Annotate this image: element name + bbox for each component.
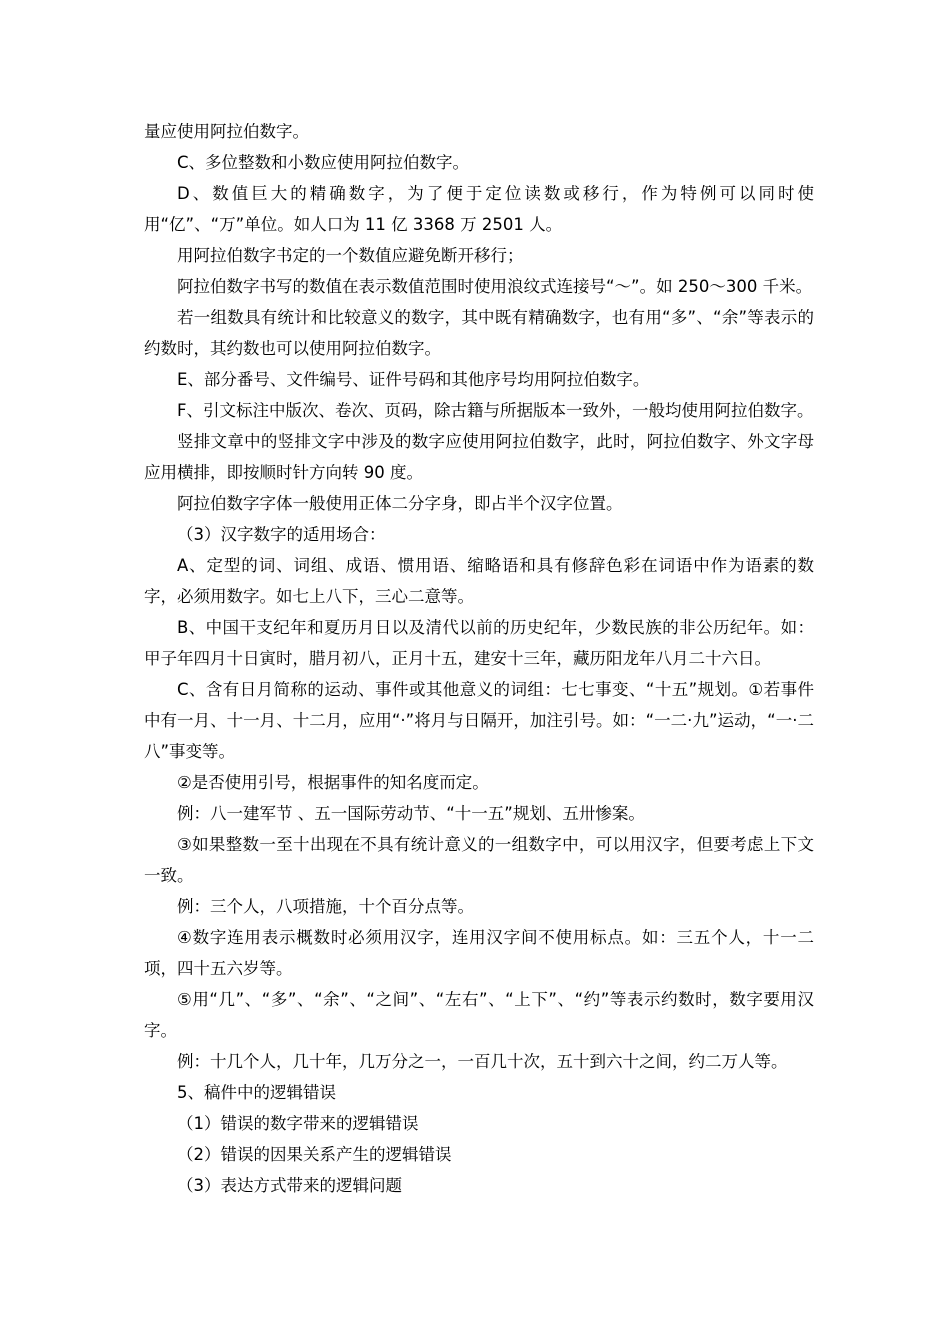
paragraph: A、定型的词、词组、成语、惯用语、缩略语和具有修辞色彩在词语中作为语素的数字，必须用数字。如七上八下，三心二意等。 (144, 556, 814, 606)
paragraph: 竖排文章中的竖排文字中涉及的数字应使用阿拉伯数字，此时，阿拉伯数字、外文字母应用横排，即按顺时针方向转 90 度。 (144, 432, 814, 482)
example-line: 例：三个人，八项措施，十个百分点等。 (177, 897, 474, 916)
paragraph: 用阿拉伯数字书定的一个数值应避免断开移行； (177, 246, 524, 265)
example-line: 例：八一建军节 、五一国际劳动节、“十一五”规划、五卅惨案。 (177, 804, 645, 823)
list-item: （2）错误的因果关系产生的逻辑错误 (177, 1145, 452, 1164)
document-page (144, 116, 814, 1201)
paragraph: B、中国干支纪年和夏历月日以及清代以前的历史纪年，少数民族的非公历纪年。如：甲子年四月十日寅时，腊月初八，正月十五，建安十三年，藏历阳龙年八月二十六日。 (144, 618, 814, 668)
list-item: （3）表达方式带来的逻辑问题 (177, 1176, 402, 1195)
paragraph: C、含有日月简称的运动、事件或其他意义的词组：七七事变、“十五”规划。①若事件中有一月、十一月、十二月，应用“·”将月与日隔开，加注引号。如：“一二·九”运动，“一·二八”事变等。 (144, 680, 814, 761)
paragraph: 阿拉伯数字书写的数值在表示数值范围时使用浪纹式连接号“～”。如 250～300 千米。 (177, 277, 813, 296)
paragraph: C、多位整数和小数应使用阿拉伯数字。 (177, 153, 470, 172)
section-heading: 5、稿件中的逻辑错误 (177, 1083, 336, 1102)
paragraph: ④数字连用表示概数时必须用汉字，连用汉字间不使用标点。如：三五个人，十一二项，四十五六岁等。 (144, 928, 814, 978)
paragraph: E、部分番号、文件编号、证件号码和其他序号均用阿拉伯数字。 (177, 370, 650, 389)
list-item: （1）错误的数字带来的逻辑错误 (177, 1114, 419, 1133)
paragraph: D、数值巨大的精确数字，为了便于定位读数或移行，作为特例可以同时使用“亿”、“万”单位。如人口为 11 亿 3368 万 2501 人。 (144, 184, 814, 234)
example-line: 例：十几个人，几十年，几万分之一，一百几十次，五十到六十之间，约二万人等。 (177, 1052, 788, 1071)
paragraph: F、引文标注中版次、卷次、页码，除古籍与所据版本一致外，一般均使用阿拉伯数字。 (177, 401, 814, 420)
section-heading: （3）汉字数字的适用场合： (177, 525, 386, 544)
paragraph: ③如果整数一至十出现在不具有统计意义的一组数字中，可以用汉字，但要考虑上下文一致。 (144, 835, 814, 885)
paragraph: 量应使用阿拉伯数字。 (144, 122, 309, 141)
paragraph: ⑤用“几”、“多”、“余”、“之间”、“左右”、“上下”、“约”等表示约数时，数字要用汉字。 (144, 990, 814, 1040)
paragraph: 若一组数具有统计和比较意义的数字，其中既有精确数字，也有用“多”、“余”等表示的约数时，其约数也可以使用阿拉伯数字。 (144, 308, 814, 358)
paragraph: ②是否使用引号，根据事件的知名度而定。 (177, 773, 489, 792)
paragraph: 阿拉伯数字字体一般使用正体二分字身，即占半个汉字位置。 (177, 494, 623, 513)
